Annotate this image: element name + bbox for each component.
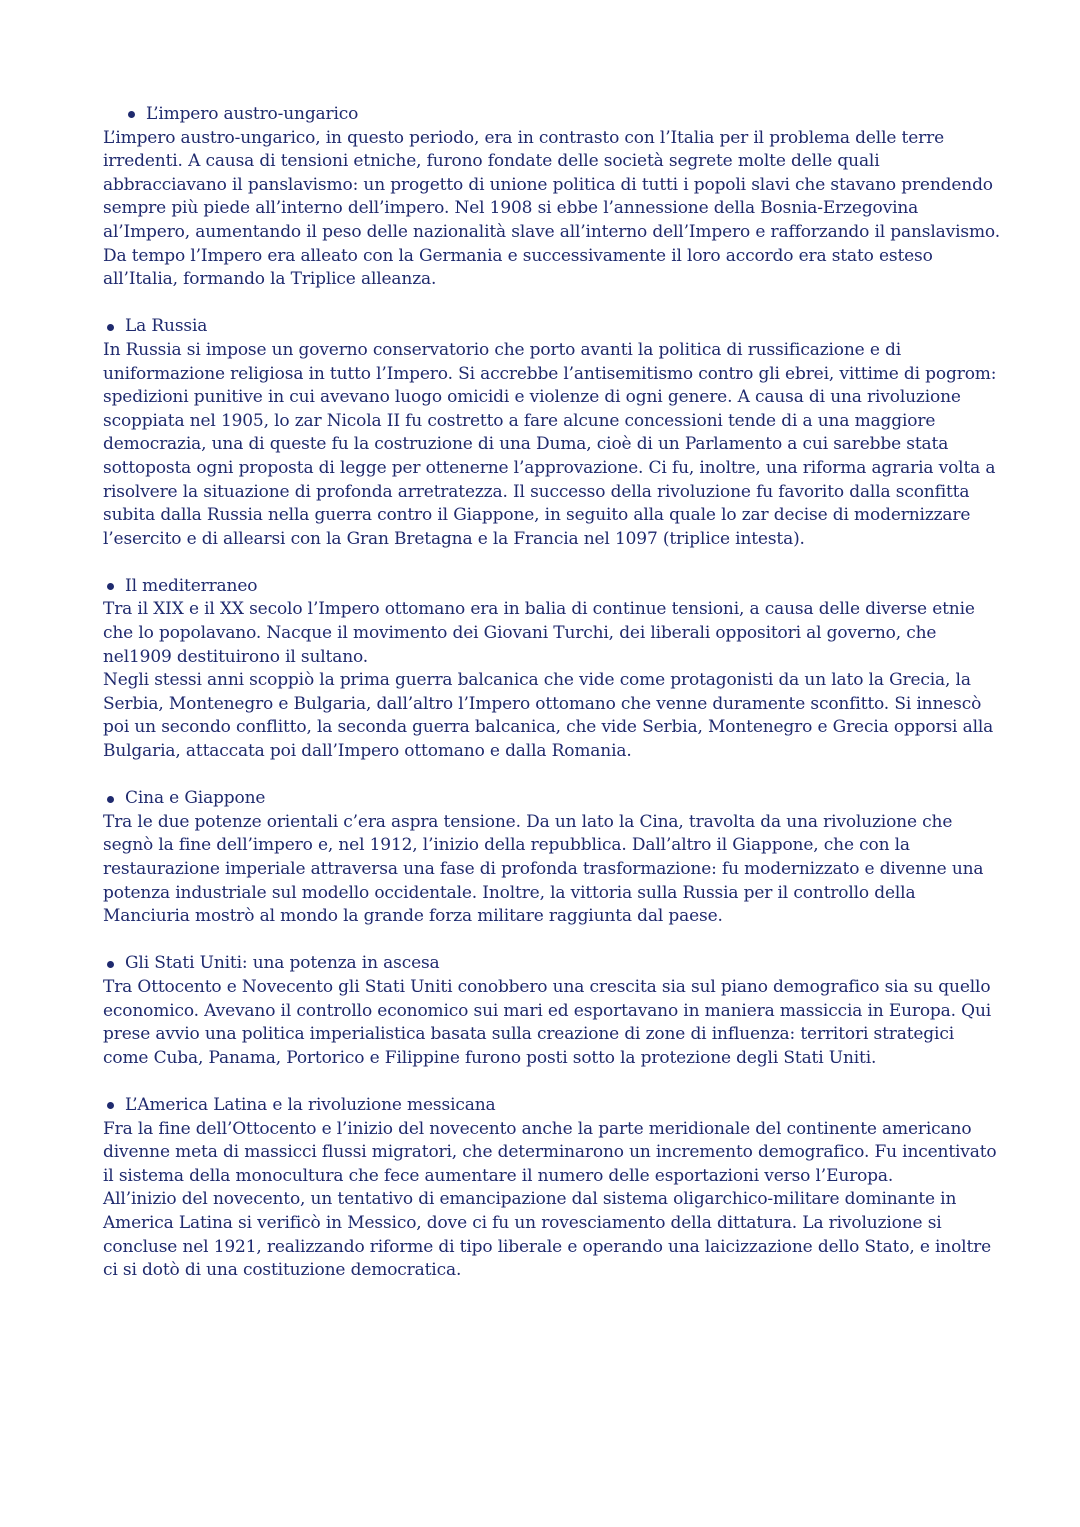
- section-latin-america: [103, 1094, 1003, 1283]
- section-china-japan: [103, 787, 1003, 929]
- section-mediterranean: [103, 575, 1003, 764]
- section-heading: [103, 575, 1003, 599]
- section-paragraph: In Russia si impose un governo conservatorio che porto avanti la politica di russificazione e di uniformazione religiosa in tutto l’Impero. Si accrebbe l’antisemitismo contro gli ebrei, vittime di pogrom: spedizioni punitive in cui avevano luogo omicidi e violenze di ogni genere. A causa di una rivoluzione scoppiata nel 1905, lo zar Nicola II fu costretto a fare alcune concessioni tende di a una maggiore democrazia, una di queste fu la costruzione di una Duma, cioè di un Parlamento a cui sarebbe stata sottoposta ogni proposta di legge per ottenerne l’approvazione. Ci fu, inoltre, una riforma agraria volta a risolvere la situazione di profonda arretratezza. Il successo della rivoluzione fu favorito dalla sconfitta subita dalla Russia nella guerra contro il Giappone, in seguito alla quale lo zar decise di modernizzare l’esercito e di allearsi con la Gran Bretagna e la Francia nel 1097 (triplice intesta).: [103, 339, 997, 549]
- section-russia: [103, 315, 1003, 551]
- section-heading: [103, 787, 1003, 811]
- bullet-icon: [107, 324, 114, 331]
- section-heading-text: La Russia: [125, 316, 208, 337]
- section-heading: [103, 952, 1003, 976]
- section-heading-text: L’impero austro-ungarico: [146, 104, 359, 124]
- bullet-icon: [107, 1102, 114, 1109]
- section-paragraph: Fra la fine dell’Ottocento e l’inizio del novecento anche la parte meridionale del continente americano divenne meta di massicci flussi migratori, che determinarono un incremento demografico. Fu incentivato il sistema della monocultura che fece aumentare il numero delle esportazioni verso l’Europa.: [103, 1118, 997, 1186]
- section-paragraph: Tra Ottocento e Novecento gli Stati Uniti conobbero una crescita sia sul piano demografico sia su quello economico. Avevano il controllo economico sui mari ed esportavano in maniera massiccia in Europa. Qui prese avvio una politica imperialistica basata sulla creazione di zone di influenza: territori strategici come Cuba, Panama, Portorico e Filippine furono posti sotto la protezione degli Stati Uniti.: [103, 976, 992, 1068]
- section-paragraph: All’inizio del novecento, un tentativo di emancipazione dal sistema oligarchico-militare dominante in America Latina si verificò in Messico, dove ci fu un rovesciamento della dittatura. La rivoluzione si concluse nel 1921, realizzando riforme di tipo liberale e operando una laicizzazione dello Stato, e inoltre ci si dotò di una costituzione democratica.: [103, 1189, 992, 1281]
- section-heading-text: Il mediterraneo: [125, 575, 258, 596]
- section-heading: [103, 1094, 1003, 1118]
- section-heading-text: L’America Latina e la rivoluzione messicana: [125, 1094, 496, 1115]
- section-heading-text: Gli Stati Uniti: una potenza in ascesa: [125, 953, 440, 974]
- bullet-icon: [107, 583, 114, 590]
- section-heading: [103, 103, 1003, 127]
- bullet-icon: [107, 961, 114, 968]
- section-paragraph: Tra le due potenze orientali c’era aspra tensione. Da un lato la Cina, travolta da una rivoluzione che segnò la fine dell’impero e, nel 1912, l’inizio della repubblica. Dall’altro il Giappone, che con la restaurazione imperiale attraversa una fase di profonda trasformazione: fu modernizzato e divenne una potenza industriale sul modello occidentale. Inoltre, la vittoria sulla Russia per il controllo della Manciuria mostrò al mondo la grande forza militare raggiunta dal paese.: [103, 811, 984, 927]
- bullet-icon: [107, 796, 114, 803]
- section-united-states: [103, 952, 1003, 1070]
- section-paragraph: L’impero austro-ungarico, in questo periodo, era in contrasto con l’Italia per il problema delle terre irredenti. A causa di tensioni etniche, furono fondate delle società segrete molte delle quali abbracciavano il panslavismo: un progetto di unione politica di tutti i popoli slavi che stavano prendendo sempre più piede all’interno dell’impero. Nel 1908 si ebbe l’annessione della Bosnia-Erzegovina al’Impero, aumentando il peso delle nazionalità slave all’interno dell’Impero e rafforzando il panslavismo. Da tempo l’Impero era alleato con la Germania e successivamente il loro accordo era stato esteso all’Italia, formando la Triplice alleanza.: [103, 127, 1000, 290]
- section-heading-text: Cina e Giappone: [125, 788, 266, 809]
- section-heading: [103, 315, 1003, 339]
- section-paragraph: Negli stessi anni scoppiò la prima guerra balcanica che vide come protagonisti da un lato la Grecia, la Serbia, Montenegro e Bulgaria, dall’altro l’Impero ottomano che venne duramente sconfitto. Si innescò poi un secondo conflitto, la seconda guerra balcanica, che vide Serbia, Montenegro e Grecia opporsi alla Bulgaria, attaccata poi dall’Impero ottomano e dalla Romania.: [103, 670, 994, 762]
- document-page: [103, 103, 1003, 1306]
- section-paragraph: Tra il XIX e il XX secolo l’Impero ottomano era in balia di continue tensioni, a causa delle diverse etnie che lo popolavano. Nacque il movimento dei Giovani Turchi, dei liberali oppositori al governo, che nel1909 destituirono il sultano.: [103, 599, 975, 667]
- section-austro-hungarian-empire: [103, 103, 1003, 292]
- bullet-icon: [128, 111, 135, 118]
